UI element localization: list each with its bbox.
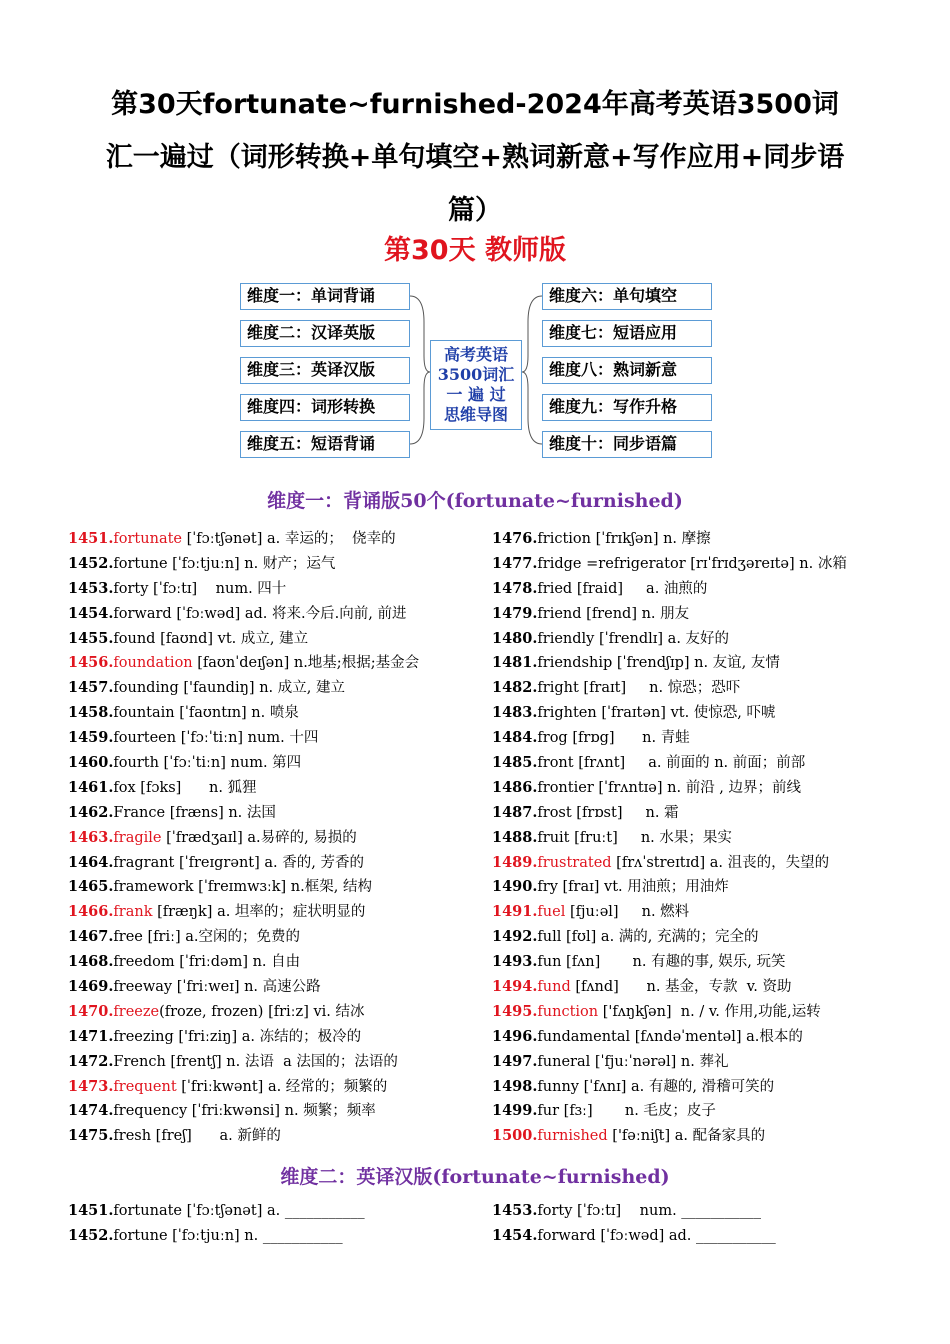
entry-word: fortune — [113, 1227, 168, 1244]
vocab-entry — [492, 577, 912, 602]
vocab-entry — [68, 627, 488, 652]
vocab-entry — [68, 776, 488, 801]
entry-definition: [friː] a.空闲的；免费的 — [142, 929, 300, 946]
entry-definition: [ˈfrendlɪ] a. 友好的 — [594, 630, 730, 647]
entry-number: 1468. — [68, 953, 114, 971]
entry-definition: [ˈfʌnɪ] a. 有趣的, 滑稽可笑的 — [578, 1078, 775, 1095]
entry-word: fried — [537, 580, 573, 597]
dimension-5-box: 维度五：短语背诵 — [240, 431, 410, 458]
center-line-3: 一 遍 过 — [446, 385, 506, 404]
entry-definition: [ˈfriːweɪ] n. 高速公路 — [172, 979, 321, 996]
entry-number: 1477. — [492, 554, 538, 572]
entry-definition: [fræns] n. 法国 — [165, 804, 276, 821]
section-2-right-column — [492, 1199, 912, 1249]
entry-definition: [ˈfriːkwənt] a. 经常的；频繁的 — [176, 1078, 388, 1095]
vocab-entry — [68, 1025, 488, 1050]
entry-definition: [ˈfreɪmwɜːk] n.框架, 结构 — [193, 879, 372, 896]
entry-number: 1471. — [68, 1027, 114, 1045]
entry-definition: [faʊnˈdeɪʃən] n.地基;根据;基金会 — [192, 655, 420, 672]
entry-number: 1492. — [492, 928, 538, 946]
entry-word: fragile — [113, 829, 162, 846]
entry-word: fur — [537, 1103, 560, 1120]
entry-word: frost — [537, 804, 572, 821]
vocab-entry — [492, 1099, 912, 1124]
entry-number: 1479. — [492, 604, 538, 622]
entry-definition: [ˈfɔːtʃənət] a. ___________ — [182, 1203, 365, 1219]
vocab-entry — [68, 577, 488, 602]
vocab-entry — [68, 1224, 488, 1249]
vocab-entry — [492, 726, 912, 751]
section-1-heading: 维度一：背诵版50个(fortunate~furnished) — [267, 490, 683, 512]
entry-word: freeway — [113, 979, 173, 996]
title-line-2: 汇一遍过（词形转换+单句填空+熟词新意+写作应用+同步语 — [105, 142, 845, 173]
entry-number: 1458. — [68, 704, 114, 722]
vocab-entry — [68, 1124, 488, 1149]
entry-number: 1485. — [492, 754, 538, 772]
vocab-entry — [68, 602, 488, 627]
entry-definition: [fʌn] n. 有趣的事, 娱乐, 玩笑 — [561, 954, 786, 971]
entry-definition: (froze, frozen) [friːz] vi. 结冰 — [159, 1003, 365, 1020]
entry-number: 1493. — [492, 953, 538, 971]
entry-word: frank — [113, 904, 153, 921]
entry-definition: [ˈfɔːtɪ] num. ___________ — [572, 1203, 762, 1219]
entry-word: France — [113, 804, 166, 821]
entry-number: 1478. — [492, 579, 538, 597]
entry-word: friction — [537, 531, 591, 547]
entry-word: fountain — [113, 705, 175, 722]
entry-number: 1491. — [492, 903, 538, 921]
vocab-entry — [492, 701, 912, 726]
entry-word: frighten — [537, 705, 597, 722]
entry-word: funeral — [537, 1053, 591, 1070]
entry-number: 1452. — [68, 1226, 114, 1244]
entry-number: 1482. — [492, 679, 538, 697]
dimension-6-box: 维度六：单句填空 — [542, 283, 712, 310]
entry-number: 1475. — [68, 1127, 114, 1145]
entry-word: fortunate — [113, 1203, 182, 1219]
entry-definition: [ˈfaʊntɪn] n. 喷泉 — [174, 705, 299, 722]
section-1-left-column — [68, 527, 488, 1149]
vocab-entry — [68, 925, 488, 950]
mind-map-center — [430, 340, 522, 430]
entry-word: frustrated — [537, 854, 612, 871]
entry-word: forward — [537, 1227, 596, 1244]
entry-word: fragrant — [113, 854, 175, 871]
entry-word: foundation — [113, 655, 193, 672]
vocab-entry — [492, 925, 912, 950]
entry-definition: [fʊl] a. 满的, 充满的；完全的 — [561, 929, 759, 946]
entry-number: 1462. — [68, 803, 114, 821]
entry-number: 1480. — [492, 629, 538, 647]
entry-definition: [ˈfraɪtən] vt. 使惊恐, 吓唬 — [596, 705, 776, 722]
entry-number: 1469. — [68, 978, 114, 996]
entry-word: frog — [537, 730, 568, 747]
entry-number: 1453. — [68, 579, 114, 597]
entry-number: 1454. — [492, 1226, 538, 1244]
entry-word: friendly — [537, 630, 595, 647]
entry-number: 1500. — [492, 1127, 538, 1145]
entry-definition: [ˈfɔːtɪ] num. 四十 — [148, 580, 287, 597]
entry-word: fry — [537, 879, 558, 896]
entry-number: 1490. — [492, 878, 538, 896]
entry-definition: [frʌnt] a. 前面的 n. 前面；前部 — [573, 755, 806, 772]
entry-word: fresh — [113, 1128, 152, 1145]
vocab-entry — [68, 676, 488, 701]
vocab-entry — [492, 1000, 912, 1025]
entry-number: 1489. — [492, 853, 538, 871]
entry-number: 1460. — [68, 754, 114, 772]
entry-word: fourth — [113, 755, 159, 772]
vocab-entry — [492, 552, 912, 577]
entry-definition: =refrigerator [rɪˈfrɪdʒəreɪtə] n. 冰箱 — [581, 555, 847, 572]
vocab-entry — [492, 627, 912, 652]
entry-number: 1495. — [492, 1002, 538, 1020]
entry-number: 1476. — [492, 530, 538, 547]
mind-map-diagram — [238, 282, 714, 462]
section-2-left-column — [68, 1199, 488, 1249]
entry-word: fruit — [537, 829, 570, 846]
vocab-entry — [68, 1075, 488, 1100]
entry-word: freedom — [113, 954, 175, 971]
entry-definition: [ˈfɔːwəd] ad. ___________ — [595, 1227, 776, 1244]
entry-word: frontier — [537, 779, 594, 796]
entry-definition: [frentʃ] n. 法语 a 法国的；法语的 — [165, 1053, 398, 1070]
entry-word: fright — [537, 680, 579, 697]
entry-definition: [fraɪ] vt. 用油煎；用油炸 — [557, 879, 729, 896]
entry-number: 1484. — [492, 729, 538, 747]
vocab-entry — [68, 527, 488, 552]
entry-word: friend — [537, 605, 582, 622]
entry-word: fundamental — [537, 1028, 631, 1045]
dimension-9-box: 维度九：写作升格 — [542, 394, 712, 421]
entry-definition: [fʌnd] n. 基金，专款 v. 资助 — [570, 979, 792, 996]
entry-number: 1483. — [492, 704, 538, 722]
entry-definition: [ˈfrædʒaɪl] a.易碎的, 易损的 — [161, 829, 357, 846]
vocab-entry — [68, 875, 488, 900]
vocab-entry — [492, 651, 912, 676]
entry-word: friendship — [537, 655, 613, 672]
vocab-entry — [68, 1199, 488, 1224]
entry-number: 1472. — [68, 1052, 114, 1070]
entry-number: 1465. — [68, 878, 114, 896]
vocab-entry — [492, 801, 912, 826]
entry-word: forty — [537, 1203, 573, 1219]
entry-number: 1473. — [68, 1077, 114, 1095]
entry-word: fox — [113, 779, 136, 796]
entry-word: framework — [113, 879, 194, 896]
entry-number: 1455. — [68, 629, 114, 647]
vocab-entry — [492, 1224, 912, 1249]
vocab-entry — [68, 1099, 488, 1124]
vocab-entry — [492, 527, 912, 552]
entry-word: fortune — [113, 555, 168, 572]
entry-word: freezing — [113, 1028, 174, 1045]
entry-definition: [frɒg] n. 青蛙 — [567, 730, 690, 747]
entry-number: 1481. — [492, 654, 538, 672]
entry-definition: [ˈfjuːˈnərəl] n. 葬礼 — [590, 1053, 729, 1070]
entry-definition: [frʌˈstreɪtɪd] a. 沮丧的，失望的 — [611, 854, 830, 871]
entry-word: founding — [113, 680, 179, 697]
entry-number: 1496. — [492, 1027, 538, 1045]
dimension-8-box: 维度八：熟词新意 — [542, 357, 712, 384]
entry-word: function — [537, 1003, 599, 1020]
entry-definition: ['fəːniʃt] a. 配备家具的 — [607, 1128, 766, 1145]
vocab-entry — [492, 950, 912, 975]
entry-definition: ['fʌŋkʃən] n. / v. 作用,功能,运转 — [598, 1003, 821, 1020]
dimension-3-box: 维度三：英译汉版 — [240, 357, 410, 384]
entry-number: 1486. — [492, 778, 538, 796]
entry-word: fun — [537, 954, 562, 971]
entry-definition: [ˈfɔːˈtiːn] num. 第四 — [158, 755, 302, 772]
center-line-1: 高考英语 — [443, 345, 508, 364]
entry-word: found — [113, 630, 156, 647]
section-2-heading: 维度二：英译汉版(fortunate~furnished) — [280, 1166, 670, 1188]
vocab-entry — [68, 1000, 488, 1025]
entry-definition: [fraid] a. 油煎的 — [572, 580, 708, 597]
vocab-entry — [492, 751, 912, 776]
vocab-entry — [492, 602, 912, 627]
dimension-2-box: 维度二：汉译英版 — [240, 320, 410, 347]
document-title — [60, 78, 890, 237]
entry-word: funny — [537, 1078, 579, 1095]
entry-number: 1456. — [68, 654, 114, 672]
entry-word: full — [537, 929, 562, 946]
entry-definition: [frɒst] n. 霜 — [571, 804, 679, 821]
section-1-right-column — [492, 527, 912, 1149]
entry-word: fuel — [537, 904, 566, 921]
entry-definition: [ˈfɔːtjuːn] n. ___________ — [167, 1227, 343, 1244]
entry-definition: [ˈfriːdəm] n. 自由 — [174, 954, 301, 971]
entry-definition: [fʌndəˈmentəl] a.根本的 — [630, 1028, 803, 1045]
entry-number: 1474. — [68, 1102, 114, 1120]
dimension-1-box: 维度一：单词背诵 — [240, 283, 410, 310]
entry-definition: [ˈfriːkwənsi] n. 频繁；频率 — [187, 1103, 376, 1120]
entry-definition: [fɔks] n. 狐狸 — [135, 779, 257, 796]
entry-number: 1494. — [492, 978, 538, 996]
entry-number: 1451. — [68, 1202, 114, 1219]
vocab-entry — [68, 950, 488, 975]
entry-number: 1470. — [68, 1002, 114, 1020]
vocab-entry — [492, 1050, 912, 1075]
entry-number: 1461. — [68, 778, 114, 796]
vocab-entry — [492, 900, 912, 925]
center-line-2: 3500词汇 — [437, 365, 515, 384]
entry-number: 1453. — [492, 1202, 538, 1219]
entry-number: 1452. — [68, 554, 114, 572]
entry-word: frequency — [113, 1103, 188, 1120]
entry-word: forty — [113, 580, 149, 597]
vocab-entry — [68, 552, 488, 577]
vocab-entry — [68, 751, 488, 776]
dimension-7-box: 维度七：短语应用 — [542, 320, 712, 347]
entry-definition: ['friːziŋ] a. 冻结的；极冷的 — [173, 1028, 362, 1045]
entry-definition: [ˈfreɪgrənt] a. 香的, 芳香的 — [174, 854, 364, 871]
vocab-entry — [492, 826, 912, 851]
entry-word: furnished — [537, 1128, 608, 1145]
entry-definition: [faʊnd] vt. 成立, 建立 — [155, 630, 309, 647]
vocab-entry — [68, 726, 488, 751]
entry-word: fridge — [537, 555, 582, 572]
entry-definition: [ˈfrendʃɪp] n. 友谊, 友情 — [612, 655, 780, 672]
vocab-entry — [492, 975, 912, 1000]
entry-definition: [ˈfrɪkʃən] n. 摩擦 — [591, 531, 711, 547]
entry-number: 1459. — [68, 729, 114, 747]
entry-word: fourteen — [113, 730, 177, 747]
entry-number: 1451. — [68, 530, 114, 547]
vocab-entry — [68, 1050, 488, 1075]
entry-word: fortunate — [113, 531, 182, 547]
entry-number: 1463. — [68, 828, 114, 846]
entry-definition: [frend] n. 朋友 — [581, 605, 690, 622]
entry-definition: [fruːt] n. 水果；果实 — [569, 829, 732, 846]
entry-number: 1464. — [68, 853, 114, 871]
edition-subtitle: 第30天 教师版 — [384, 235, 566, 266]
vocab-entry — [492, 1075, 912, 1100]
entry-word: free — [113, 929, 143, 946]
entry-number: 1457. — [68, 679, 114, 697]
vocab-entry — [492, 676, 912, 701]
entry-definition: [ˈfɔːwəd] ad. 将来.今后.向前, 前进 — [171, 605, 407, 622]
vocab-entry — [492, 1025, 912, 1050]
vocab-entry — [68, 801, 488, 826]
entry-definition: [ˈfɔːtjuːn] n. 财产；运气 — [167, 555, 336, 572]
vocab-entry — [492, 776, 912, 801]
vocab-entry — [492, 1199, 912, 1224]
entry-number: 1498. — [492, 1077, 538, 1095]
entry-number: 1467. — [68, 928, 114, 946]
entry-definition: [fræŋk] a. 坦率的；症状明显的 — [152, 904, 366, 921]
entry-number: 1488. — [492, 828, 538, 846]
entry-number: 1497. — [492, 1052, 538, 1070]
title-line-3: 篇） — [448, 195, 502, 226]
dimension-4-box: 维度四：词形转换 — [240, 394, 410, 421]
entry-definition: [fjuːəl] n. 燃料 — [565, 904, 690, 921]
vocab-entry — [68, 651, 488, 676]
entry-word: frequent — [113, 1078, 177, 1095]
entry-word: freeze — [113, 1003, 160, 1020]
vocab-entry — [68, 900, 488, 925]
vocab-entry — [68, 826, 488, 851]
entry-word: front — [537, 755, 574, 772]
entry-definition: [freʃ] a. 新鲜的 — [151, 1128, 281, 1145]
entry-word: French — [113, 1053, 166, 1070]
entry-number: 1466. — [68, 903, 114, 921]
entry-word: fund — [537, 979, 571, 996]
entry-definition: [ˈfrʌntɪə] n. 前沿 , 边界；前线 — [593, 779, 802, 796]
entry-number: 1454. — [68, 604, 114, 622]
vocab-entry — [68, 851, 488, 876]
entry-definition: ['faundiŋ] n. 成立, 建立 — [178, 680, 345, 697]
vocab-entry — [68, 701, 488, 726]
entry-number: 1499. — [492, 1102, 538, 1120]
entry-word: forward — [113, 605, 172, 622]
entry-definition: [ˈfɔːˈtiːn] num. 十四 — [176, 730, 319, 747]
entry-number: 1487. — [492, 803, 538, 821]
entry-definition: [fɜː] n. 毛皮；皮子 — [559, 1103, 716, 1120]
center-line-4: 思维导图 — [443, 405, 508, 424]
vocab-entry — [68, 975, 488, 1000]
vocab-entry — [492, 851, 912, 876]
title-line-1: 第30天fortunate~furnished-2024年高考英语3500词 — [111, 89, 839, 120]
entry-definition: [fraɪt] n. 惊恐；恐吓 — [578, 680, 741, 697]
entry-definition: [ˈfɔːtʃənət] a. 幸运的； 侥幸的 — [182, 531, 396, 547]
vocab-entry — [492, 875, 912, 900]
dimension-10-box: 维度十：同步语篇 — [542, 431, 712, 458]
vocab-entry — [492, 1124, 912, 1149]
